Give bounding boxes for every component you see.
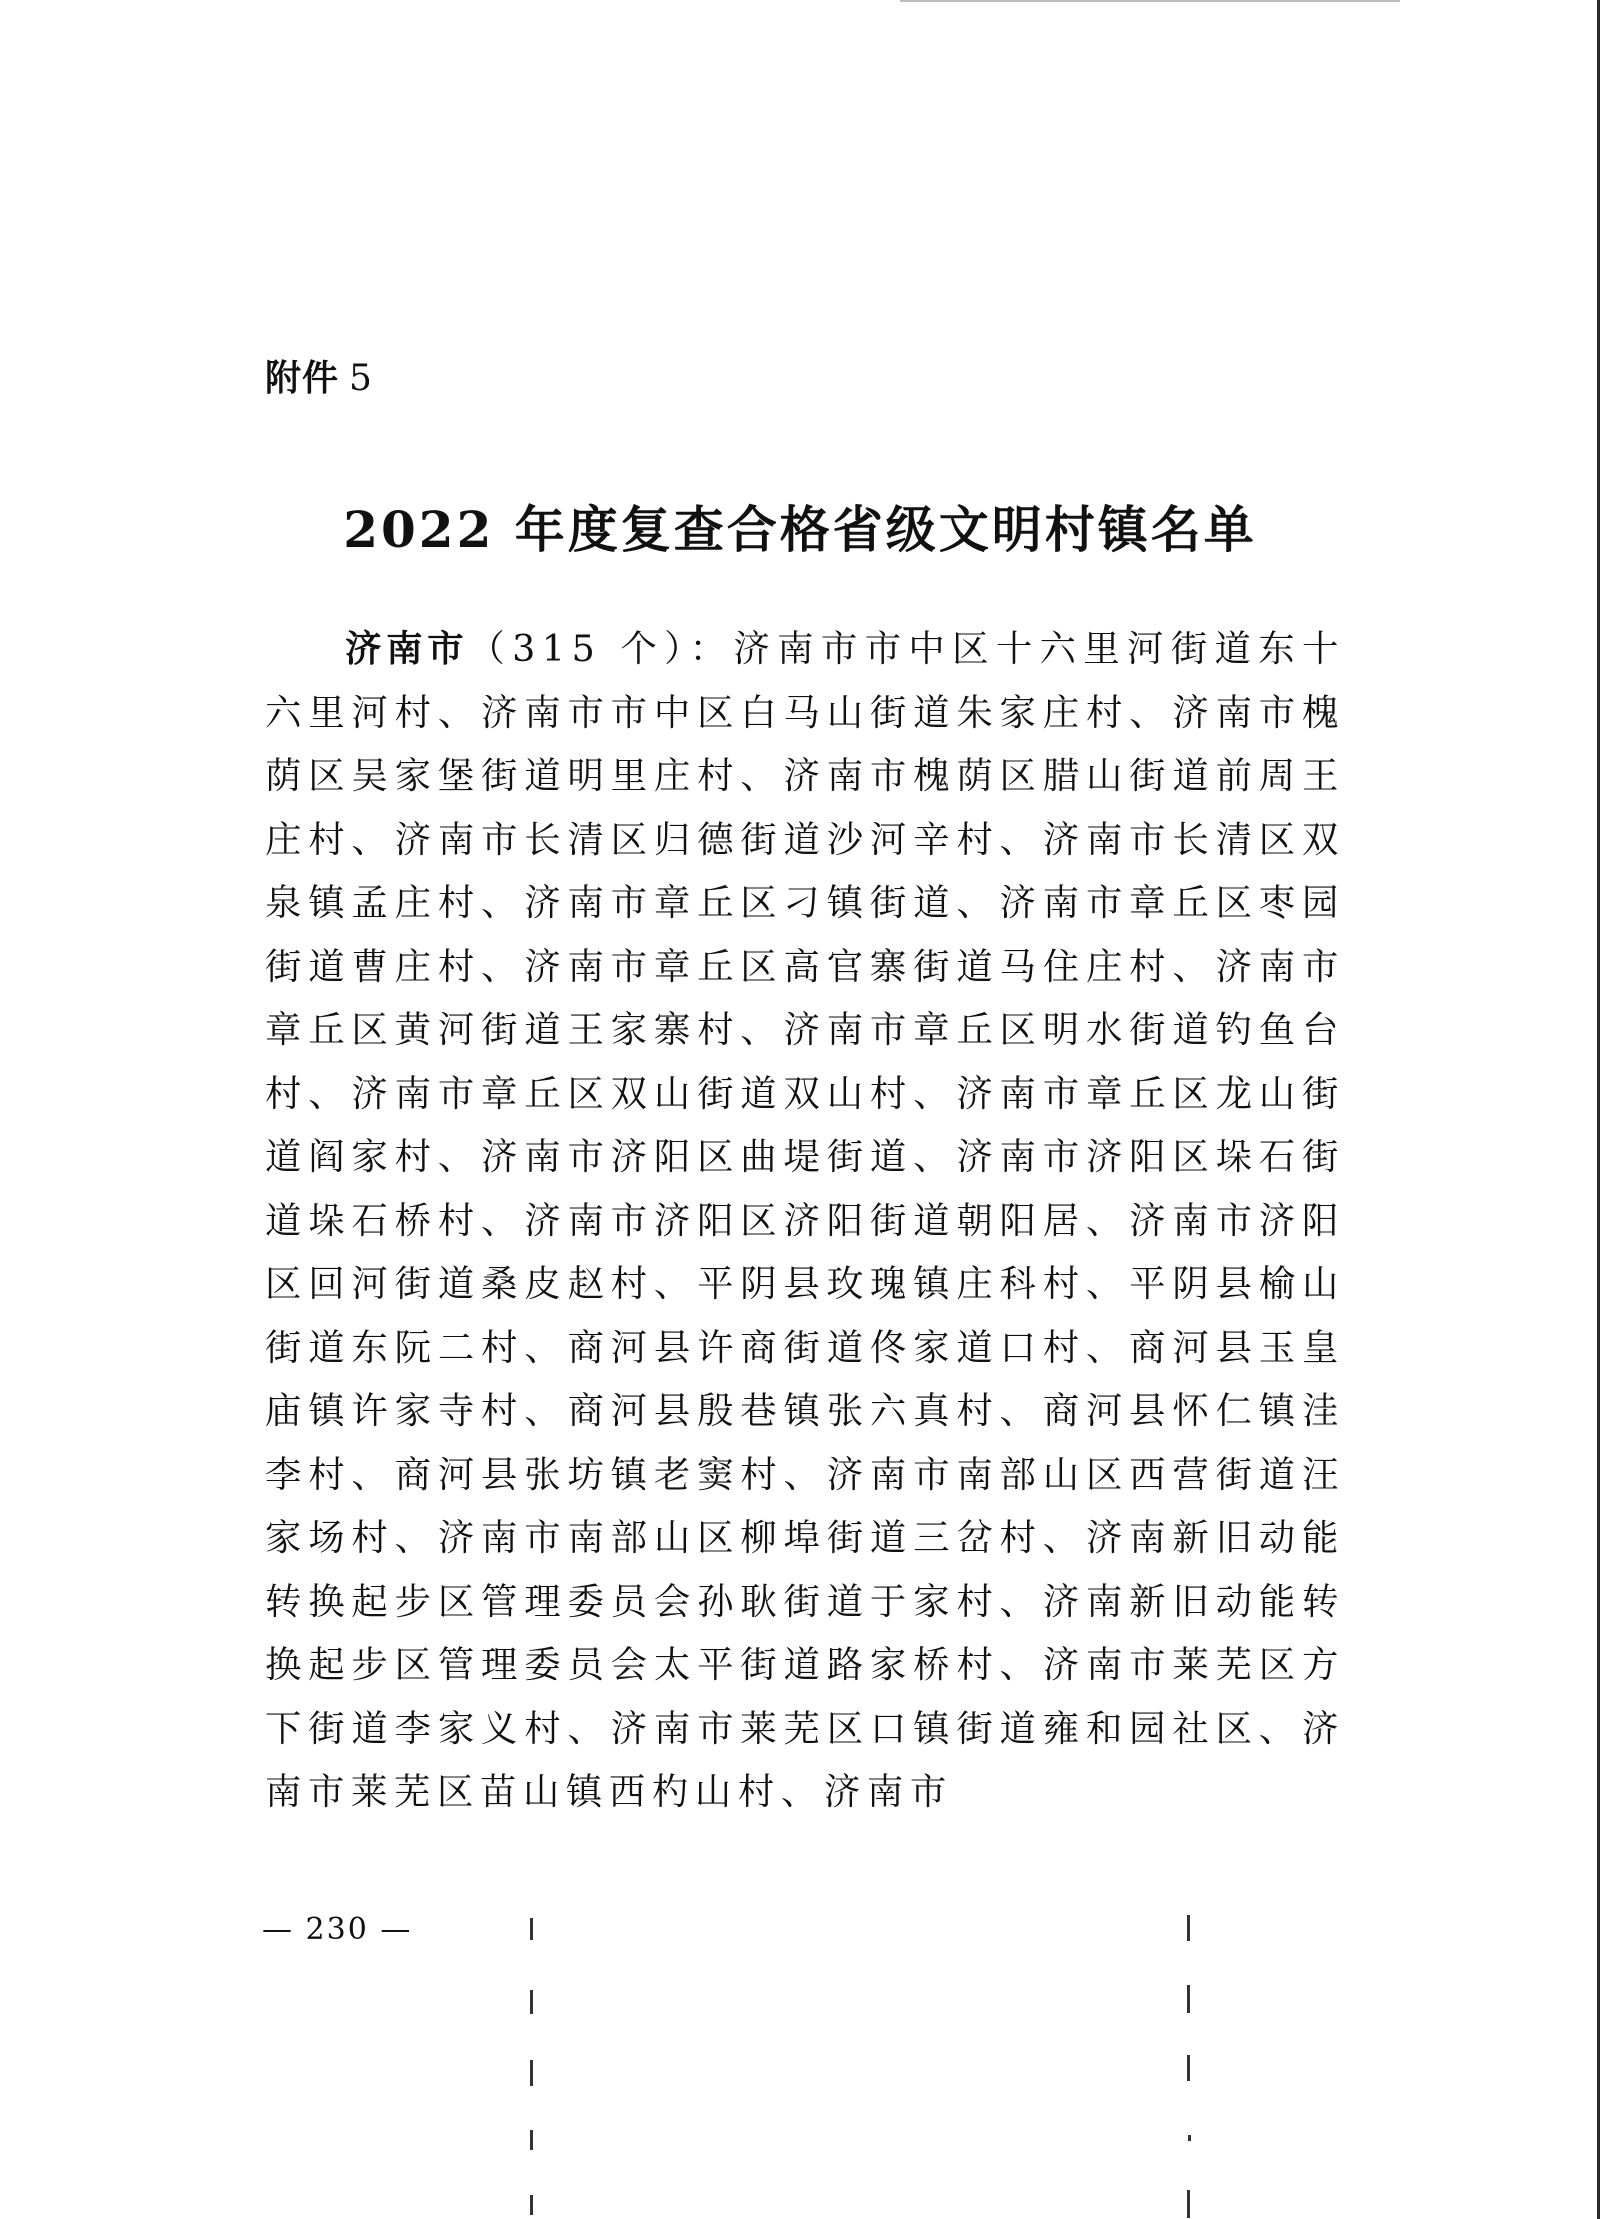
page-number: — 230 — <box>262 1912 413 1947</box>
document-title: 2022 年度复查合格省级文明村镇名单 <box>343 500 1257 559</box>
attachment-label: 附件 <box>265 358 340 399</box>
attachment-number: 5 <box>349 358 373 399</box>
scan-artifact-mark <box>530 1990 533 2014</box>
attachment-heading <box>265 350 373 401</box>
scan-artifact-mark <box>530 2060 533 2086</box>
city-name: 济南市 <box>345 627 469 670</box>
village-list: 济南市市中区十六里河街道东十六里河村、济南市市中区白马山街道朱家庄村、济南市槐荫区吴家堡街道明里庄村、济南市槐荫区腊山街道前周王庄村、济南市长清区归德街道沙河辛村、济南市长清区双泉镇孟庄村、济南市章丘区刁镇街道、济南市章丘区枣园街道曹庄村、济南市章丘区高官寨街道马住庄村、济南市章丘区黄河街道王家寨村、济南市章丘区明水街道钓鱼台村、济南市章丘区双山街道双山村、济南市章丘区龙山街道阎家村、济南市济阳区曲堤街道、济南市济阳区垛石街道垛石桥村、济南市济阳区济阳街道朝阳居、济南市济阳区回河街道桑皮赵村、平阴县玫瑰镇庄科村、平阴县榆山街道东阮二村、商河县许商街道佟家道口村、商河县玉皇庙镇许家寺村、商河县殷巷镇张六真村、商河县怀仁镇洼李村、商河县张坊镇老窦村、济南市南部山区西营街道汪家场村、济南市南部山区柳埠街道三岔村、济南新旧动能转换起步区管理委员会孙耿街道于家村、济南新旧动能转换起步区管理委员会太平街道路家桥村、济南市莱芜区方下街道李家义村、济南市莱芜区口镇街道雍和园社区、济南市莱芜区苗山镇西杓山村、济南市 <box>265 627 1345 1813</box>
city-count: （315 个）： <box>468 627 734 670</box>
scan-artifact-mark <box>530 2195 533 2215</box>
body-paragraph <box>265 617 1345 1824</box>
scan-artifact-mark <box>1187 2055 1190 2081</box>
scan-artifact-mark <box>1188 2135 1191 2141</box>
scan-artifact-mark <box>530 2130 533 2150</box>
scan-top-edge <box>900 0 1400 2</box>
scan-artifact-mark <box>530 1918 533 1940</box>
scan-artifact-mark <box>1187 1985 1190 2013</box>
scan-artifact-mark <box>1187 1915 1190 1941</box>
scan-artifact-mark <box>1187 2190 1190 2218</box>
